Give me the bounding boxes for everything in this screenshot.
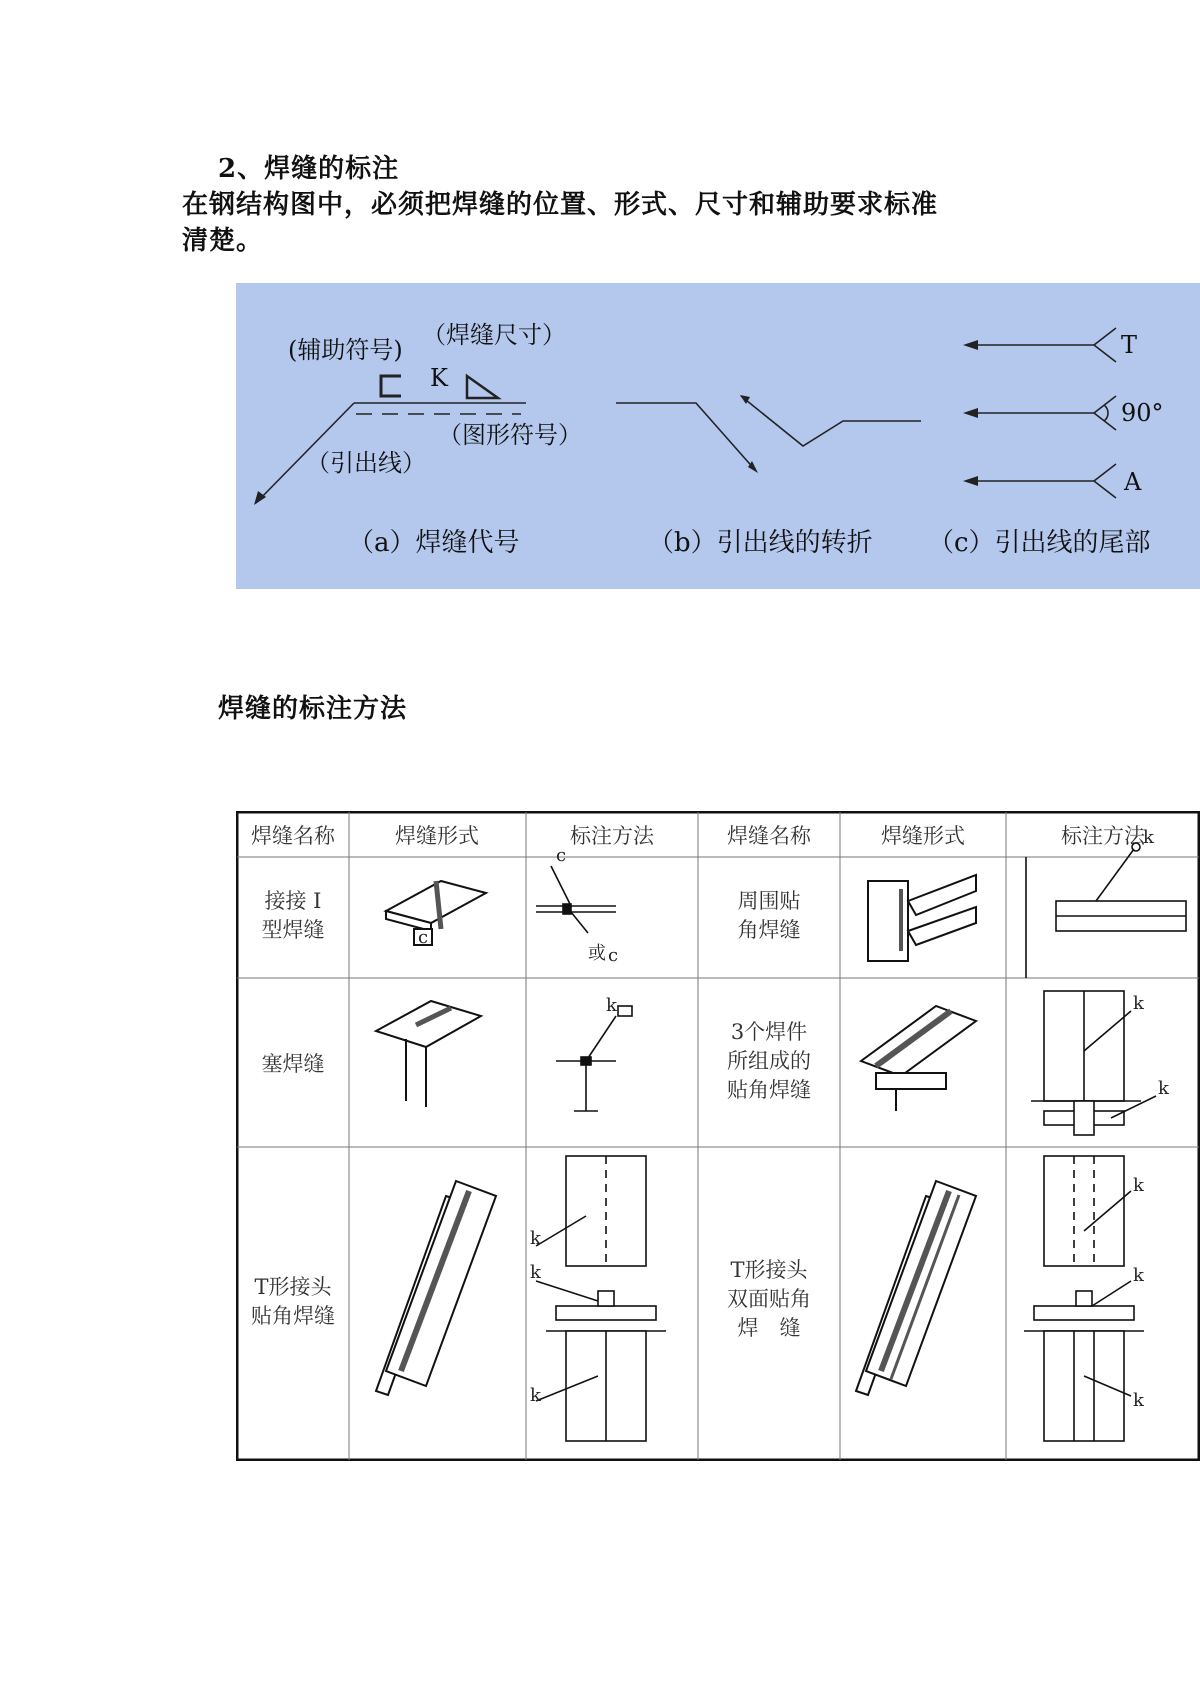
annot-c-top: c bbox=[556, 845, 567, 866]
annot-k-three-2: k bbox=[1158, 1078, 1169, 1099]
header-weld-name-left: 焊缝名称 bbox=[251, 824, 335, 848]
row1-left-name-l2: 型焊缝 bbox=[261, 918, 325, 942]
annot-or-c: 或 bbox=[588, 943, 606, 964]
header-weld-form-left: 焊缝形式 bbox=[395, 824, 479, 848]
label-leader-line: （引出线） bbox=[306, 449, 426, 477]
label-aux-symbol: (辅助符号) bbox=[288, 336, 403, 364]
header-weld-name-right: 焊缝名称 bbox=[727, 824, 811, 848]
label-tail-t: T bbox=[1121, 331, 1138, 359]
row2-right-name-l3: 贴角焊缝 bbox=[727, 1078, 811, 1102]
annot-k-double-1: k bbox=[1133, 1175, 1144, 1196]
annot-k-row1: k bbox=[1143, 827, 1154, 848]
row1-left-name-l1: 接接 I bbox=[264, 889, 322, 913]
intro-line-2: 清楚。 bbox=[182, 226, 264, 256]
annot-k-double-2: k bbox=[1133, 1265, 1144, 1286]
annot-k-plug: k bbox=[606, 995, 617, 1016]
header-weld-form-right: 焊缝形式 bbox=[881, 824, 965, 848]
row3-right-name-l2: 双面贴角 bbox=[727, 1287, 811, 1311]
intro-line-1: 在钢结构图中，必须把焊缝的位置、形式、尺寸和辅助要求标准 bbox=[182, 190, 939, 220]
label-tail-90: 90° bbox=[1121, 399, 1164, 427]
annot-k-tjoint-1: k bbox=[530, 1228, 541, 1249]
annot-k-double-3: k bbox=[1133, 1390, 1144, 1411]
row2-left-name: 塞焊缝 bbox=[261, 1052, 325, 1076]
caption-a: （a）焊缝代号 bbox=[348, 528, 520, 558]
annot-k-tjoint-2: k bbox=[530, 1262, 541, 1283]
annot-c-bottom: c bbox=[608, 945, 619, 966]
row1-right-name-l2: 角焊缝 bbox=[737, 918, 801, 942]
row3-right-name-l1: T形接头 bbox=[730, 1258, 808, 1282]
weld-annotation-table bbox=[236, 811, 1200, 1461]
label-weld-size: （焊缝尺寸） bbox=[422, 321, 566, 349]
row1-right-name-l1: 周围贴 bbox=[737, 889, 801, 913]
caption-b: （b）引出线的转折 bbox=[648, 528, 873, 558]
header-method-right: 标注方法 bbox=[1061, 824, 1145, 848]
section-heading: 2、焊缝的标注 bbox=[218, 154, 400, 184]
annot-k-three-1: k bbox=[1133, 993, 1144, 1014]
header-method-left: 标注方法 bbox=[570, 824, 654, 848]
row3-right-name-l3: 焊 缝 bbox=[737, 1316, 801, 1340]
caption-c: （c）引出线的尾部 bbox=[928, 528, 1151, 558]
row2-right-name-l1: 3个焊件 bbox=[730, 1020, 808, 1044]
label-k: K bbox=[430, 364, 448, 392]
annot-k-tjoint-3: k bbox=[530, 1385, 541, 1406]
row3-left-name-l2: 贴角焊缝 bbox=[251, 1304, 335, 1328]
label-graphic-symbol: （图形符号） bbox=[438, 421, 582, 449]
weld-symbol-figure bbox=[236, 283, 1200, 589]
annot-c-form: c bbox=[418, 927, 429, 948]
row3-left-name-l1: T形接头 bbox=[254, 1275, 332, 1299]
row2-right-name-l2: 所组成的 bbox=[727, 1049, 811, 1073]
sub-heading: 焊缝的标注方法 bbox=[218, 694, 408, 724]
label-tail-a: A bbox=[1124, 468, 1142, 496]
